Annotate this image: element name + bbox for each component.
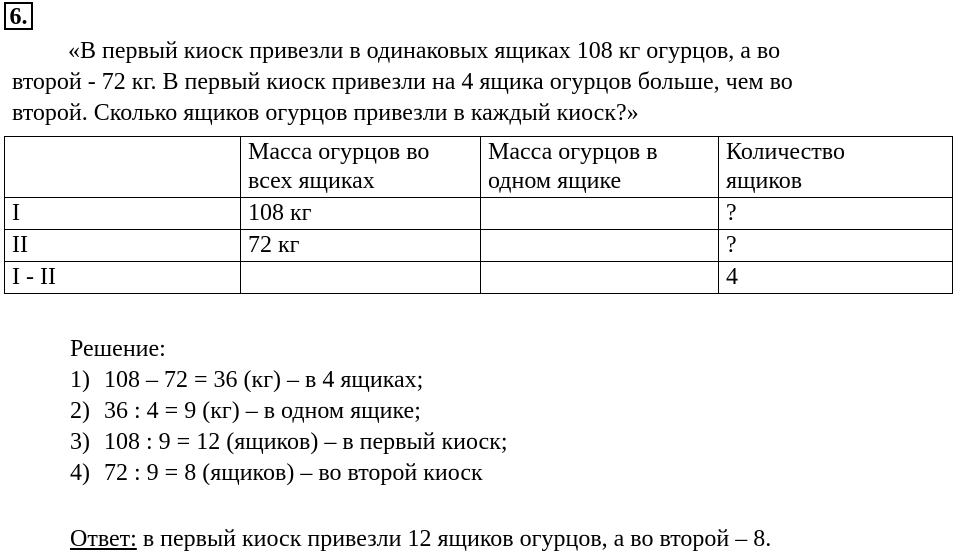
table-header-cell (241, 137, 481, 198)
data-table (4, 136, 953, 294)
table-row (5, 262, 953, 294)
header-text: Количество (726, 139, 845, 165)
problem-line-1: «В первый киоск привезли в одинаковых ящиках 108 кг огурцов, а во (68, 38, 781, 64)
solution-step (70, 396, 508, 427)
header-text: Масса огурцов в (488, 139, 658, 165)
step-number: 2) (70, 398, 90, 424)
table-cell (481, 230, 719, 262)
header-text: Масса огурцов во (248, 139, 430, 165)
table-cell: 108 кг (241, 198, 481, 230)
step-text: 108 – 72 = 36 (кг) – в 4 ящиках; (104, 367, 424, 393)
solution-step (70, 365, 508, 396)
table-header-cell (481, 137, 719, 198)
step-text: 72 : 9 = 8 (ящиков) – во второй киоск (104, 460, 483, 486)
step-number: 3) (70, 429, 90, 455)
table-cell: I (5, 198, 241, 230)
header-text: ящиков (726, 168, 803, 194)
table-header-cell (5, 137, 241, 198)
solution-block (70, 334, 508, 489)
table-cell: ? (719, 230, 953, 262)
header-text: всех ящиках (248, 168, 375, 194)
task-number: 6. (4, 2, 33, 30)
header-text: одном ящике (488, 168, 622, 194)
table-cell (241, 262, 481, 294)
answer-line (70, 524, 771, 555)
answer-label: Ответ: (70, 526, 137, 552)
table-row (5, 230, 953, 262)
step-number: 4) (70, 460, 90, 486)
table-cell: 4 (719, 262, 953, 294)
step-text: 108 : 9 = 12 (ящиков) – в первый киоск; (104, 429, 508, 455)
table-header-cell (719, 137, 953, 198)
table-row (5, 198, 953, 230)
step-number: 1) (70, 367, 90, 393)
step-text: 36 : 4 = 9 (кг) – в одном ящике; (104, 398, 421, 424)
problem-text (12, 36, 952, 129)
table-cell (481, 262, 719, 294)
table-cell: I - II (5, 262, 241, 294)
solution-step (70, 458, 508, 489)
table-cell (481, 198, 719, 230)
solution-title: Решение: (70, 336, 166, 362)
table-cell: 72 кг (241, 230, 481, 262)
answer-text: в первый киоск привезли 12 ящиков огурцов, а во второй – 8. (136, 526, 772, 552)
problem-line-3: второй. Сколько ящиков огурцов привезли в каждый киоск?» (12, 100, 639, 126)
table-header-row (5, 137, 953, 198)
table-cell: II (5, 230, 241, 262)
problem-line-2: второй - 72 кг. В первый киоск привезли на 4 ящика огурцов больше, чем во (12, 69, 793, 95)
solution-step (70, 427, 508, 458)
table-cell: ? (719, 198, 953, 230)
